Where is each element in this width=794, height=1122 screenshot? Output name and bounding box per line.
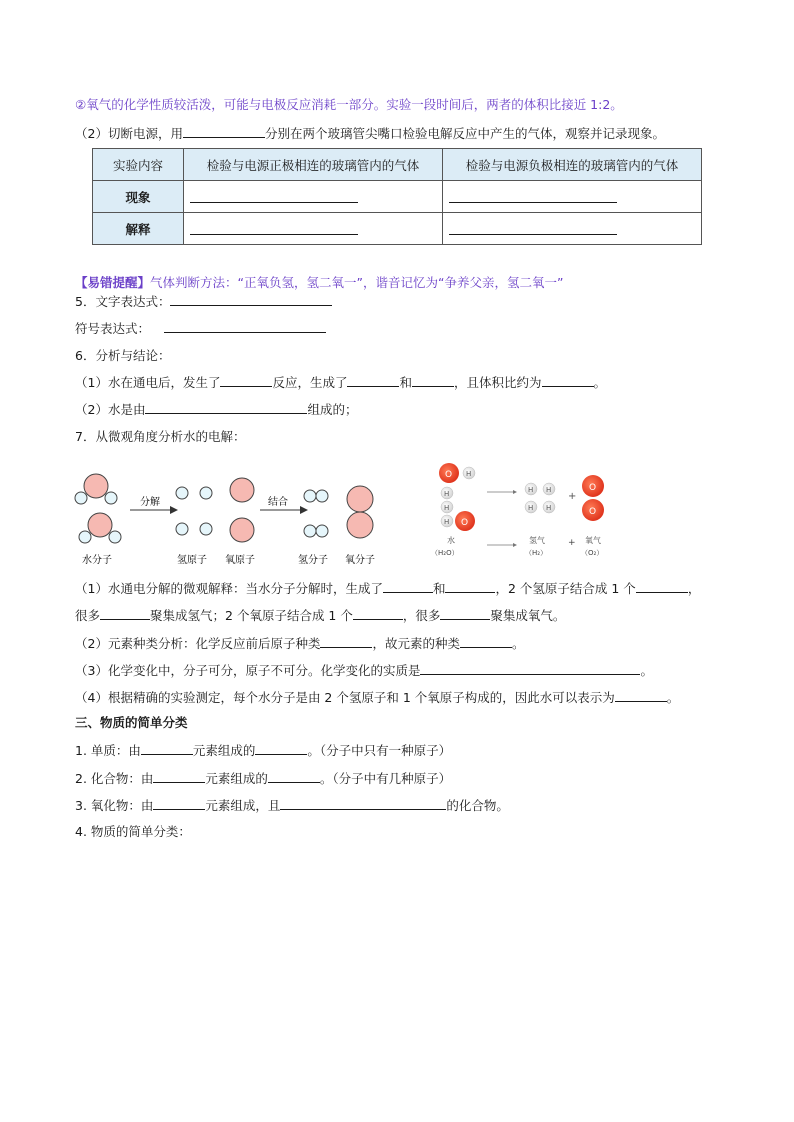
arrow-head xyxy=(300,506,308,514)
answer-blank[interactable] xyxy=(280,796,446,810)
table-header-negative: 检验与电源负极相连的玻璃管内的气体 xyxy=(443,149,702,181)
hydrogen-atom xyxy=(304,490,316,502)
answer-blank[interactable] xyxy=(615,688,667,702)
plus-sign: + xyxy=(568,491,577,502)
table-cell[interactable] xyxy=(443,181,702,213)
table-row-label: 现象 xyxy=(93,181,184,213)
hydrogen-atom xyxy=(200,487,212,499)
answer-blank[interactable] xyxy=(445,579,495,593)
text: 和 xyxy=(399,375,412,390)
answer-blank[interactable] xyxy=(542,373,594,387)
oxygen-atom xyxy=(230,478,254,502)
q7-line2 xyxy=(75,634,525,653)
atom-symbol: H xyxy=(444,504,450,512)
atom-symbol: O xyxy=(461,518,469,528)
sec3-item4: 4. 物质的简单分类： xyxy=(75,824,191,839)
answer-blank[interactable] xyxy=(636,579,688,593)
q6-line1 xyxy=(75,373,606,392)
text: （1）水通电分解的微观解释：当水分子分解时，生成了 xyxy=(75,581,383,596)
answer-blank[interactable] xyxy=(320,634,372,648)
q6-title: 6．分析与结论： xyxy=(75,348,171,363)
atom-symbol: H xyxy=(444,490,450,498)
hydrogen-atom xyxy=(109,531,121,543)
text: 聚集成氢气；2 个氧原子结合成 1 个 xyxy=(150,608,353,623)
test-step-suffix: 分别在两个玻璃管尖嘴口检验电解反应中产生的气体，观察并记录现象。 xyxy=(264,126,665,141)
table-header-positive: 检验与电源正极相连的玻璃管内的气体 xyxy=(184,149,443,181)
oxygen-formula: （O₂） xyxy=(581,549,604,557)
q7-line3 xyxy=(75,661,653,680)
oxygen-atom xyxy=(347,512,373,538)
q6-line2 xyxy=(75,400,357,419)
answer-blank[interactable] xyxy=(145,400,307,414)
text: （3）化学变化中，分子可分，原子不可分。化学变化的实质是 xyxy=(75,663,421,678)
combine-label: 结合 xyxy=(268,497,288,508)
table-row xyxy=(93,181,702,213)
answer-blank[interactable] xyxy=(383,579,433,593)
water-molecule-label: 水分子 xyxy=(82,555,112,566)
decomposition-diagram xyxy=(70,465,390,570)
word-equation-label: 5．文字表达式： xyxy=(75,294,171,309)
text: 。 xyxy=(640,663,653,678)
answer-blank[interactable] xyxy=(190,220,358,235)
answer-blank[interactable] xyxy=(347,373,399,387)
atom-symbol: H xyxy=(528,486,534,494)
table-cell[interactable] xyxy=(184,213,443,245)
text: （4）根据精确的实验测定，每个水分子是由 2 个氢原子和 1 个氧原子构成的，因此水可以表示为 xyxy=(75,690,615,705)
hydrogen-atom xyxy=(176,523,188,535)
plus-sign: + xyxy=(568,538,576,548)
hydrogen-atom xyxy=(304,525,316,537)
water-formula: （H₂O） xyxy=(431,549,459,557)
text: 1. 单质：由 xyxy=(75,743,141,758)
answer-blank[interactable] xyxy=(190,188,358,203)
text: ， xyxy=(687,581,701,596)
answer-blank[interactable] xyxy=(220,373,272,387)
word-equation-line xyxy=(75,292,332,311)
text: 聚集成氧气。 xyxy=(490,608,566,623)
text: 反应，生成了 xyxy=(272,375,348,390)
oxygen-atom-label: 氧原子 xyxy=(225,555,255,566)
text: 和 xyxy=(432,581,446,596)
text: （2）水是由 xyxy=(75,402,146,417)
text: 2. 化合物：由 xyxy=(75,771,154,786)
test-tool-blank[interactable] xyxy=(183,124,265,138)
q7-line1 xyxy=(75,579,700,598)
text: （1）水在通电后，发生了 xyxy=(75,375,221,390)
hydrogen-atom-label: 氢原子 xyxy=(177,555,207,566)
decompose-label: 分解 xyxy=(140,497,160,508)
answer-blank[interactable] xyxy=(460,634,512,648)
atom-symbol: O xyxy=(589,483,597,493)
text: 元素组成的 xyxy=(192,743,256,758)
text: 3. 氧化物：由 xyxy=(75,798,154,813)
oxygen-molecule-label: 氧分子 xyxy=(345,555,375,566)
word-equation-blank[interactable] xyxy=(170,292,332,306)
symbol-equation-label: 符号表达式： xyxy=(75,321,151,336)
hydrogen-atom xyxy=(316,490,328,502)
intro-note: ②氧气的化学性质较活泼，可能与电极反应消耗一部分。实验一段时间后，两者的体积比接近 1:2。 xyxy=(75,97,623,112)
text: ，且体积比约为 xyxy=(454,375,542,390)
text: ，很多 xyxy=(402,608,441,623)
table-row-label: 解释 xyxy=(93,213,184,245)
answer-blank[interactable] xyxy=(268,769,320,783)
text: ，2 个氢原子结合成 1 个 xyxy=(495,581,636,596)
atom-symbol: O xyxy=(589,507,597,517)
atom-symbol: H xyxy=(546,486,552,494)
hydrogen-atom xyxy=(200,523,212,535)
text: 。 xyxy=(593,375,607,390)
test-step-prefix: （2）切断电源，用 xyxy=(75,126,183,141)
text: 组成的； xyxy=(307,402,358,417)
hydrogen-molecule-label: 氢分子 xyxy=(298,555,328,566)
text: 很多 xyxy=(75,608,101,623)
text: 。（分子中只有一种原子） xyxy=(307,743,452,758)
atom-symbol: H xyxy=(444,518,450,526)
sec3-item2 xyxy=(75,769,451,788)
hydrogen-atom xyxy=(316,525,328,537)
arrow-head xyxy=(513,490,517,494)
table-row xyxy=(93,213,702,245)
oxygen-atom xyxy=(230,518,254,542)
hydrogen-formula: （H₂） xyxy=(525,549,548,557)
text: 。（分子中有几种原子） xyxy=(319,771,452,786)
hydrogen-atom xyxy=(105,492,117,504)
hydrogen-atom xyxy=(176,487,188,499)
answer-blank[interactable] xyxy=(153,769,205,783)
observation-table xyxy=(92,148,702,245)
hydrogen-atom xyxy=(75,492,87,504)
text: 的化合物。 xyxy=(446,798,509,813)
q7-title: 7．从微观角度分析水的电解： xyxy=(75,429,246,444)
oxygen-atom xyxy=(347,486,373,512)
sec3-item3 xyxy=(75,796,509,815)
section-3-title: 三、物质的简单分类 xyxy=(75,715,188,730)
sec3-item1 xyxy=(75,741,451,760)
atom-symbol: H xyxy=(466,470,472,478)
symbol-equation-blank[interactable] xyxy=(164,319,326,333)
table-header-row xyxy=(93,149,702,181)
text: 。 xyxy=(511,636,525,651)
atom-symbol: O xyxy=(445,470,453,480)
answer-blank[interactable] xyxy=(153,796,205,810)
answer-blank[interactable] xyxy=(449,220,617,235)
text: 元素组成，且 xyxy=(205,798,281,813)
hydrogen-atom xyxy=(79,531,91,543)
answer-blank[interactable] xyxy=(255,741,307,755)
tip-label: 【易错提醒】 xyxy=(75,275,151,290)
q7-line4 xyxy=(75,688,679,707)
table-cell[interactable] xyxy=(443,213,702,245)
text: （2）元素种类分析：化学反应前后原子种类 xyxy=(75,636,321,651)
table-cell[interactable] xyxy=(184,181,443,213)
answer-blank[interactable] xyxy=(420,661,640,675)
hydrogen-label: 氢气 xyxy=(529,536,545,545)
answer-blank[interactable] xyxy=(449,188,617,203)
arrow-head xyxy=(513,543,517,547)
tip-line xyxy=(75,274,563,292)
oxygen-atom xyxy=(84,474,108,498)
symbol-equation-line xyxy=(75,319,326,338)
table-header-content: 实验内容 xyxy=(93,149,184,181)
text: ，故元素的种类 xyxy=(372,636,460,651)
atom-symbol: H xyxy=(546,504,552,512)
tip-text: 气体判断方法：“正氧负氢，氢二氧一”，谐音记忆为“争养父亲，氢二氧一” xyxy=(150,275,564,290)
ball-model-diagram xyxy=(425,455,625,567)
oxygen-label: 氧气 xyxy=(585,536,601,545)
q7-line1b xyxy=(75,606,565,625)
answer-blank[interactable] xyxy=(100,606,150,620)
text: 元素组成的 xyxy=(205,771,268,786)
atom-symbol: H xyxy=(528,504,534,512)
answer-blank[interactable] xyxy=(440,606,490,620)
text: 。 xyxy=(666,690,680,705)
answer-blank[interactable] xyxy=(141,741,193,755)
water-label: 水 xyxy=(447,536,455,545)
arrow-head xyxy=(170,506,178,514)
oxygen-atom xyxy=(88,513,112,537)
test-step-line xyxy=(75,124,665,143)
answer-blank[interactable] xyxy=(412,373,454,387)
answer-blank[interactable] xyxy=(353,606,403,620)
